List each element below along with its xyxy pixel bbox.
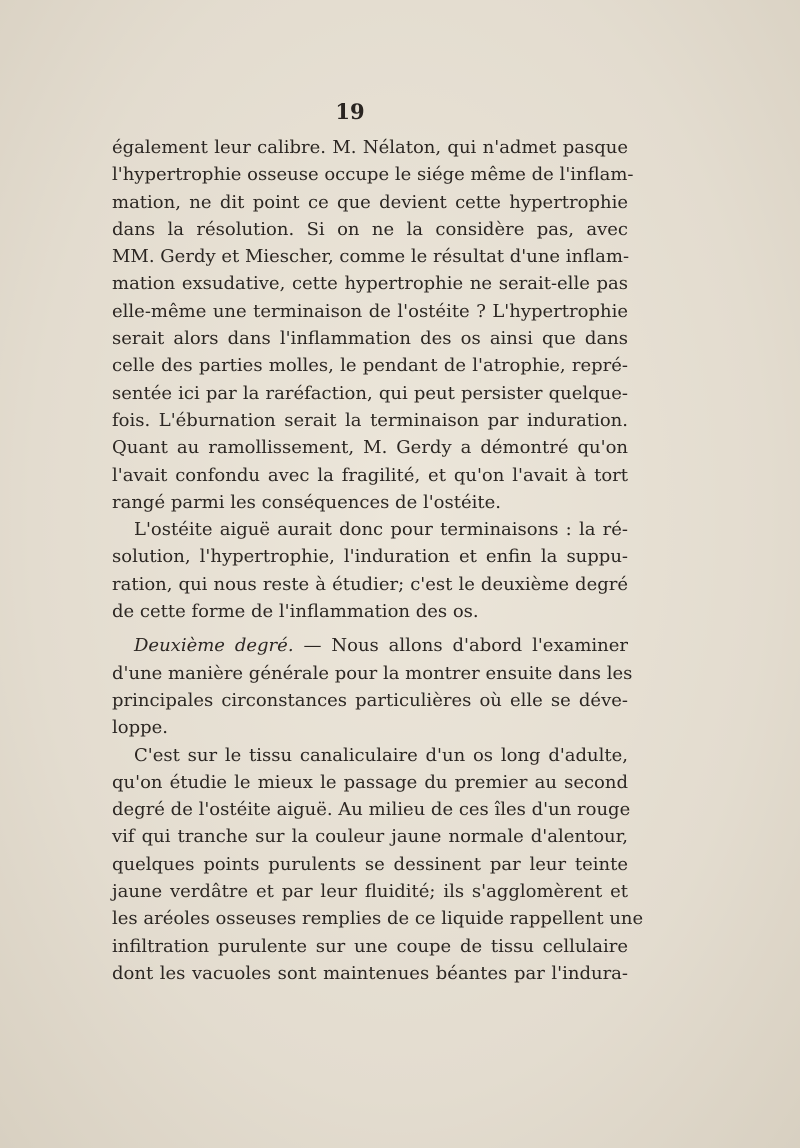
text-line: elle-même une terminaison de l'ostéite ? L'hypertrophie: [112, 300, 628, 322]
text-line: loppe.: [112, 717, 169, 739]
text-line: dont les vacuoles sont maintenues béantes par l'indura-: [112, 962, 628, 984]
text-line: MM. Gerdy et Miescher, comme le résultat d'une inflam-: [112, 246, 630, 268]
text-line: fois. L'éburnation serait la terminaison par induration.: [112, 409, 628, 431]
text-line: l'avait confondu avec la fragilité, et qu'on l'avait à tort: [112, 464, 628, 486]
text-line: également leur calibre. M. Nélaton, qui n'admet pasque: [112, 137, 628, 158]
text-line: principales circonstances particulières où elle se déve-: [112, 689, 628, 711]
text-line: L'ostéite aiguë aurait donc pour terminaisons : la ré-: [134, 519, 628, 541]
section-heading-line: [112, 632, 628, 659]
text-line: ration, qui nous reste à étudier; c'est le deuxième degré: [112, 573, 628, 595]
heading-line-rest: — Nous allons d'abord l'examiner: [293, 635, 628, 657]
text-line: sentée ici par la raréfaction, qui peut persister quelque-: [112, 382, 628, 404]
text-line: d'une manière générale pour la montrer ensuite dans les: [112, 662, 633, 684]
text-line: solution, l'hypertrophie, l'induration et enfin la suppu-: [112, 546, 628, 568]
text-line: les aréoles osseuses remplies de ce liquide rappellent une: [112, 908, 644, 930]
text-line: quelques points purulents se dessinent par leur teinte: [112, 853, 628, 875]
text-line: de cette forme de l'inflammation des os.: [112, 601, 479, 623]
text-line: dans la résolution. Si on ne la considère pas, avec: [112, 218, 628, 240]
text-line: jaune verdâtre et par leur fluidité; ils s'agglomèrent et: [112, 881, 628, 903]
text-line: serait alors dans l'inflammation des os ainsi que dans: [112, 328, 628, 350]
text-line: celle des parties molles, le pendant de l'atrophie, repré-: [112, 355, 628, 377]
paragraph-4: [112, 742, 644, 988]
paragraph-3: [112, 632, 633, 741]
text-line: l'hypertrophie osseuse occupe le siége même de l'inflam-: [112, 164, 634, 186]
body-text: [112, 134, 644, 987]
text-line: infiltration purulente sur une coupe de tissu cellulaire: [112, 935, 628, 957]
text-line: qu'on étudie le mieux le passage du premier au second: [112, 771, 628, 793]
section-heading: Deuxième degré.: [134, 635, 294, 657]
text-line: vif qui tranche sur la couleur jaune normale d'alentour,: [112, 826, 628, 848]
page-number: 19: [335, 99, 365, 124]
paragraph-2: [112, 516, 628, 625]
paragraph-1: [112, 134, 634, 516]
text-line: mation exsudative, cette hypertrophie ne serait-elle pas: [112, 273, 628, 295]
text-line: rangé parmi les conséquences de l'ostéite.: [112, 491, 501, 513]
text-line: C'est sur le tissu canaliculaire d'un os long d'adulte,: [134, 744, 628, 766]
text-line: degré de l'ostéite aiguë. Au milieu de ces îles d'un rouge: [112, 799, 631, 821]
text-line: mation, ne dit point ce que devient cette hypertrophie: [112, 191, 628, 213]
text-line: Quant au ramollissement, M. Gerdy a démontré qu'on: [112, 437, 628, 459]
